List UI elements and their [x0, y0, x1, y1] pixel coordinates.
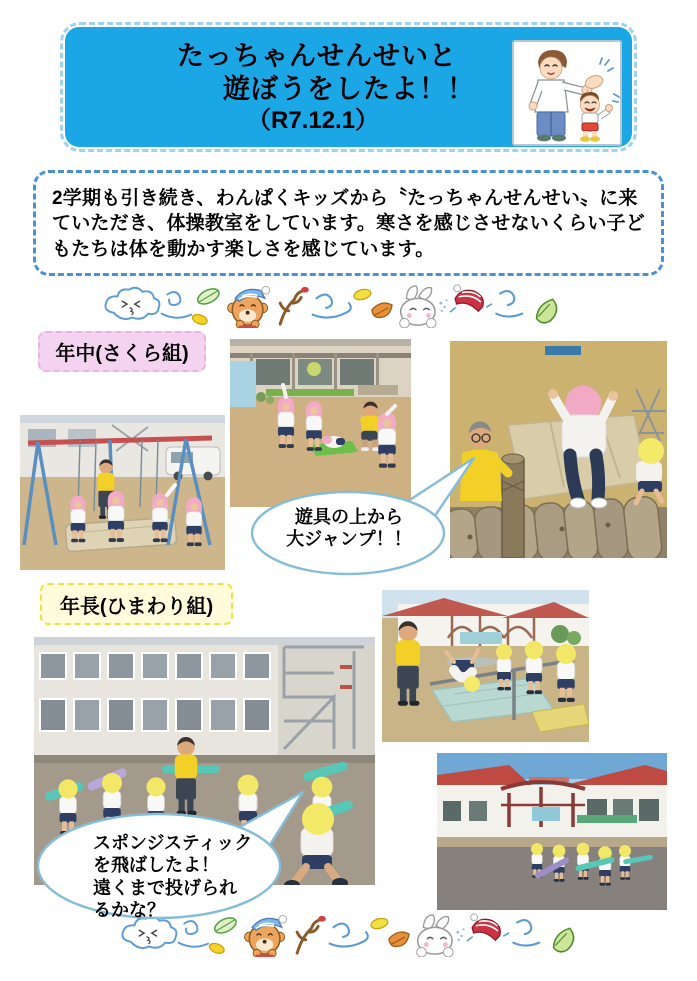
header-banner-fill	[65, 27, 632, 147]
bubble-sponge-line3: 遠くまで投げられ	[93, 877, 237, 898]
section-label-nenchu	[38, 331, 206, 372]
bubble-sponge-text	[93, 832, 252, 921]
title-date: （R7.12.1）	[247, 106, 380, 134]
bubble-sponge-line2: を飛ばしたよ！	[93, 855, 219, 876]
photo-swing-mattress	[20, 415, 225, 570]
speech-bubble-sponge	[35, 790, 307, 920]
bubble-jump-line1: 遊具の上から	[295, 507, 403, 527]
photo-log-structure-jump	[450, 341, 667, 558]
teacher-child-drawing	[514, 42, 620, 144]
title-line-2: 遊ぼうをしたよ！！	[223, 73, 475, 104]
header-banner	[60, 22, 637, 152]
bubble-sponge-line4: るかな？	[93, 899, 165, 920]
intro-text: 2学期も引き続き、わんぱくキッズから〝たっちゃんせんせい〟に来ていただき、体操教室をしています。寒さを感じさせないくらい子どもたちは体を動かす楽しさを感じています。	[52, 188, 645, 260]
speech-bubble-jump	[250, 455, 478, 577]
photo-bar-rolling	[382, 590, 589, 742]
title-line-1: たっちゃんせんせいと	[177, 41, 457, 71]
seasonal-border-top	[95, 284, 603, 328]
photo-yard-sticks	[437, 753, 667, 910]
intro-box	[33, 170, 664, 276]
bubble-jump-text	[250, 507, 448, 551]
section-label-nencho-text: 年長(ひまわり組)	[59, 595, 214, 618]
section-label-nencho	[40, 583, 233, 625]
bubble-sponge-line1: スポンジスティック	[93, 833, 253, 853]
section-label-nenchu-text: 年中(さくら組)	[55, 343, 189, 365]
teacher-lifting-child-illustration	[512, 40, 622, 146]
bubble-jump-line2: 大ジャンプ！！	[286, 528, 412, 549]
